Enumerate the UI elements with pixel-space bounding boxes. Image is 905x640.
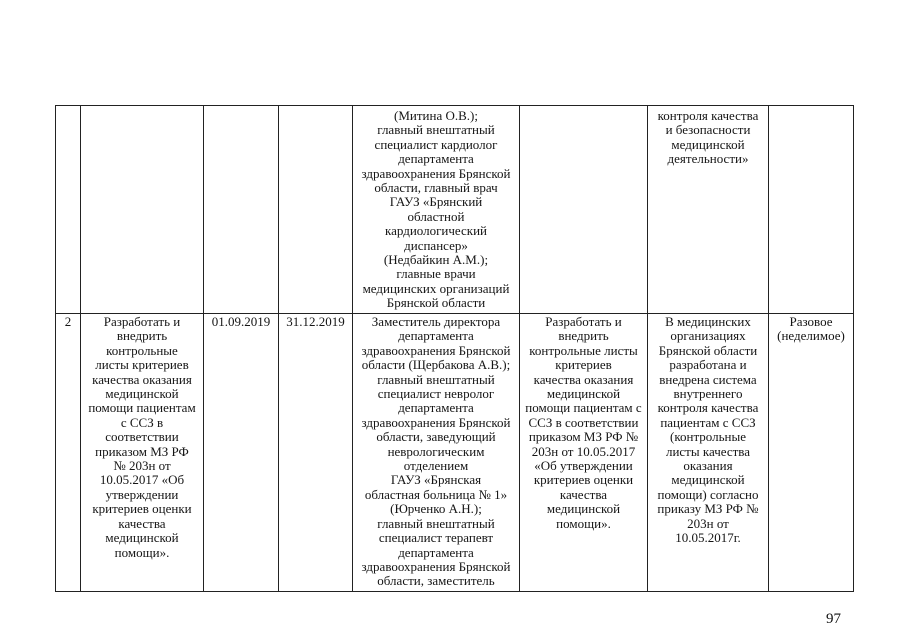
cell-type: Разовое (неделимое) bbox=[769, 314, 854, 592]
cell-number bbox=[56, 106, 81, 314]
cell-number: 2 bbox=[56, 314, 81, 592]
cell-start-date: 01.09.2019 bbox=[204, 314, 279, 592]
cell-type bbox=[769, 106, 854, 314]
cell-start-date bbox=[204, 106, 279, 314]
cell-task: Разработать и внедрить контрольные листы критериев качества оказания медицинской помощи пациентам с ССЗ в соответствии приказом МЗ РФ № 203н от 10.05.2017 «Об утверждении критериев оценки качества медицинской помощи». bbox=[81, 314, 204, 592]
cell-end-date: 31.12.2019 bbox=[279, 314, 353, 592]
cell-indicator: контроля качества и безопасности медицинской деятельности» bbox=[648, 106, 769, 314]
cell-responsible: Заместитель директора департамента здравоохранения Брянской области (Щербакова А.В.); главный внештатный специалист невролог департамента здравоохранения Брянской области, заведующий неврологическим отделением ГАУЗ «Брянская областная больница № 1» (Юрченко А.Н.); главный внештатный специалист терапевт департамента здравоохранения Брянской области, заместитель bbox=[353, 314, 520, 592]
cell-result bbox=[520, 106, 648, 314]
cell-result: Разработать и внедрить контрольные листы критериев качества оказания медицинской помощи пациентам с ССЗ в соответствии приказом МЗ РФ № 203н от 10.05.2017 «Об утверждении критериев оценки качества медицинской помощи». bbox=[520, 314, 648, 592]
cell-task bbox=[81, 106, 204, 314]
cell-end-date bbox=[279, 106, 353, 314]
table-row bbox=[56, 314, 854, 592]
table-row bbox=[56, 106, 854, 314]
cell-responsible: (Митина О.В.); главный внештатный специалист кардиолог департамента здравоохранения Брянской области, главный врач ГАУЗ «Брянский областной кардиологический диспансер» (Недбайкин А.М.); главные врачи медицинских организаций Брянской области bbox=[353, 106, 520, 314]
data-table bbox=[55, 105, 854, 592]
page-number: 97 bbox=[826, 611, 841, 627]
cell-indicator: В медицинских организациях Брянской области разработана и внедрена система внутреннего контроля качества пациентам с ССЗ (контрольные листы качества оказания медицинской помощи) согласно приказу МЗ РФ № 203н от 10.05.2017г. bbox=[648, 314, 769, 592]
